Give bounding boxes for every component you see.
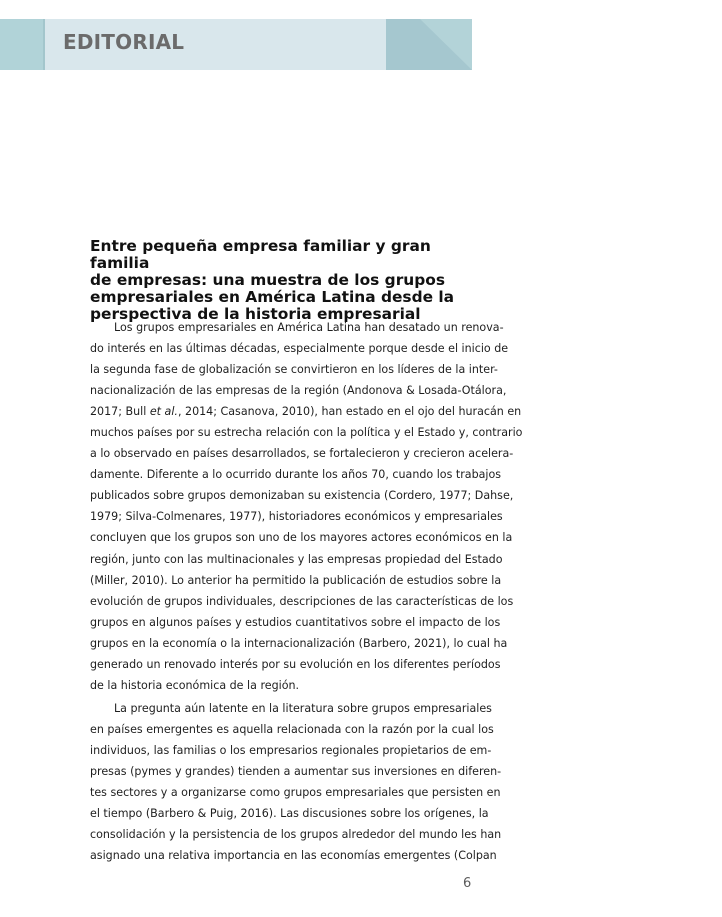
text-line: el tiempo (Barbero & Puig, 2016). Las discusiones sobre los orígenes, la <box>90 807 489 821</box>
text-line: individuos, las familias o los empresarios regionales propietarios de em- <box>90 743 492 757</box>
title-line: Entre pequeña empresa familiar y gran familia <box>90 237 431 272</box>
text-line: muchos países por su estrecha relación con la política y el Estado y, contrario <box>90 426 523 440</box>
text-line: tes sectores y a organizarse como grupos empresariales que persisten en <box>90 786 501 800</box>
text-line: publicados sobre grupos demonizaban su existencia (Cordero, 1977; Dahse, <box>90 489 514 503</box>
text-line: región, junto con las multinacionales y las empresas propiedad del Estado <box>90 552 503 566</box>
text-line: asignado una relativa importancia en las economías emergentes (Colpan <box>90 849 497 863</box>
section-banner <box>0 19 472 70</box>
article-title <box>90 238 470 323</box>
text-line: 2017; Bull et al., 2014; Casanova, 2010), han estado en el ojo del huracán en <box>90 405 522 419</box>
text-line: en países emergentes es aquella relacionada con la razón por la cual los <box>90 722 494 736</box>
text-line: damente. Diferente a lo ocurrido durante los años 70, cuando los trabajos <box>90 468 502 482</box>
text-line: concluyen que los grupos son uno de los mayores actores económicos en la <box>90 531 513 545</box>
text-line: la segunda fase de globalización se convirtieron en los líderes de la inter- <box>90 363 498 377</box>
text-line: a lo observado en países desarrollados, se fortalecieron y crecieron acelera- <box>90 447 514 461</box>
text-line: Los grupos empresariales en América Latina han desatado un renova- <box>114 321 504 334</box>
page-number: 6 <box>463 876 472 891</box>
banner-left-block <box>0 19 44 70</box>
paragraph <box>90 317 523 696</box>
text-line: 1979; Silva-Colmenares, 1977), historiadores económicos y empresariales <box>90 510 503 524</box>
text-line: de la historia económica de la región. <box>90 678 300 692</box>
text-line: generado un renovado interés por su evolución en los diferentes períodos <box>90 657 501 671</box>
title-line: de empresas: una muestra de los grupos <box>90 271 445 289</box>
text-line: grupos en la economía o la internacionalización (Barbero, 2021), lo cual ha <box>90 636 508 650</box>
text-line: nacionalización de las empresas de la región (Andonova & Losada-Otálora, <box>90 384 507 398</box>
article-body <box>90 317 523 866</box>
text-line: presas (pymes y grandes) tienden a aumentar sus inversiones en diferen- <box>90 764 502 778</box>
paragraph <box>90 698 502 866</box>
banner-diagonal-decoration <box>386 19 472 70</box>
text-line: (Miller, 2010). Lo anterior ha permitido la publicación de estudios sobre la <box>90 573 502 587</box>
italic-text: et al. <box>149 405 178 419</box>
text-line: do interés en las últimas décadas, especialmente porque desde el inicio de <box>90 342 509 356</box>
text-line: grupos en algunos países y estudios cuantitativos sobre el impacto de los <box>90 615 501 629</box>
section-label: EDITORIAL <box>63 30 185 54</box>
title-line: empresariales en América Latina desde la <box>90 288 455 306</box>
text-line: La pregunta aún latente en la literatura sobre grupos empresariales <box>114 701 492 715</box>
text-line: evolución de grupos individuales, descripciones de las características de los <box>90 594 514 608</box>
text-line: consolidación y la persistencia de los grupos alrededor del mundo les han <box>90 828 502 842</box>
title-line: perspectiva de la historia empresarial <box>90 305 421 323</box>
banner-corner-block <box>386 19 472 70</box>
